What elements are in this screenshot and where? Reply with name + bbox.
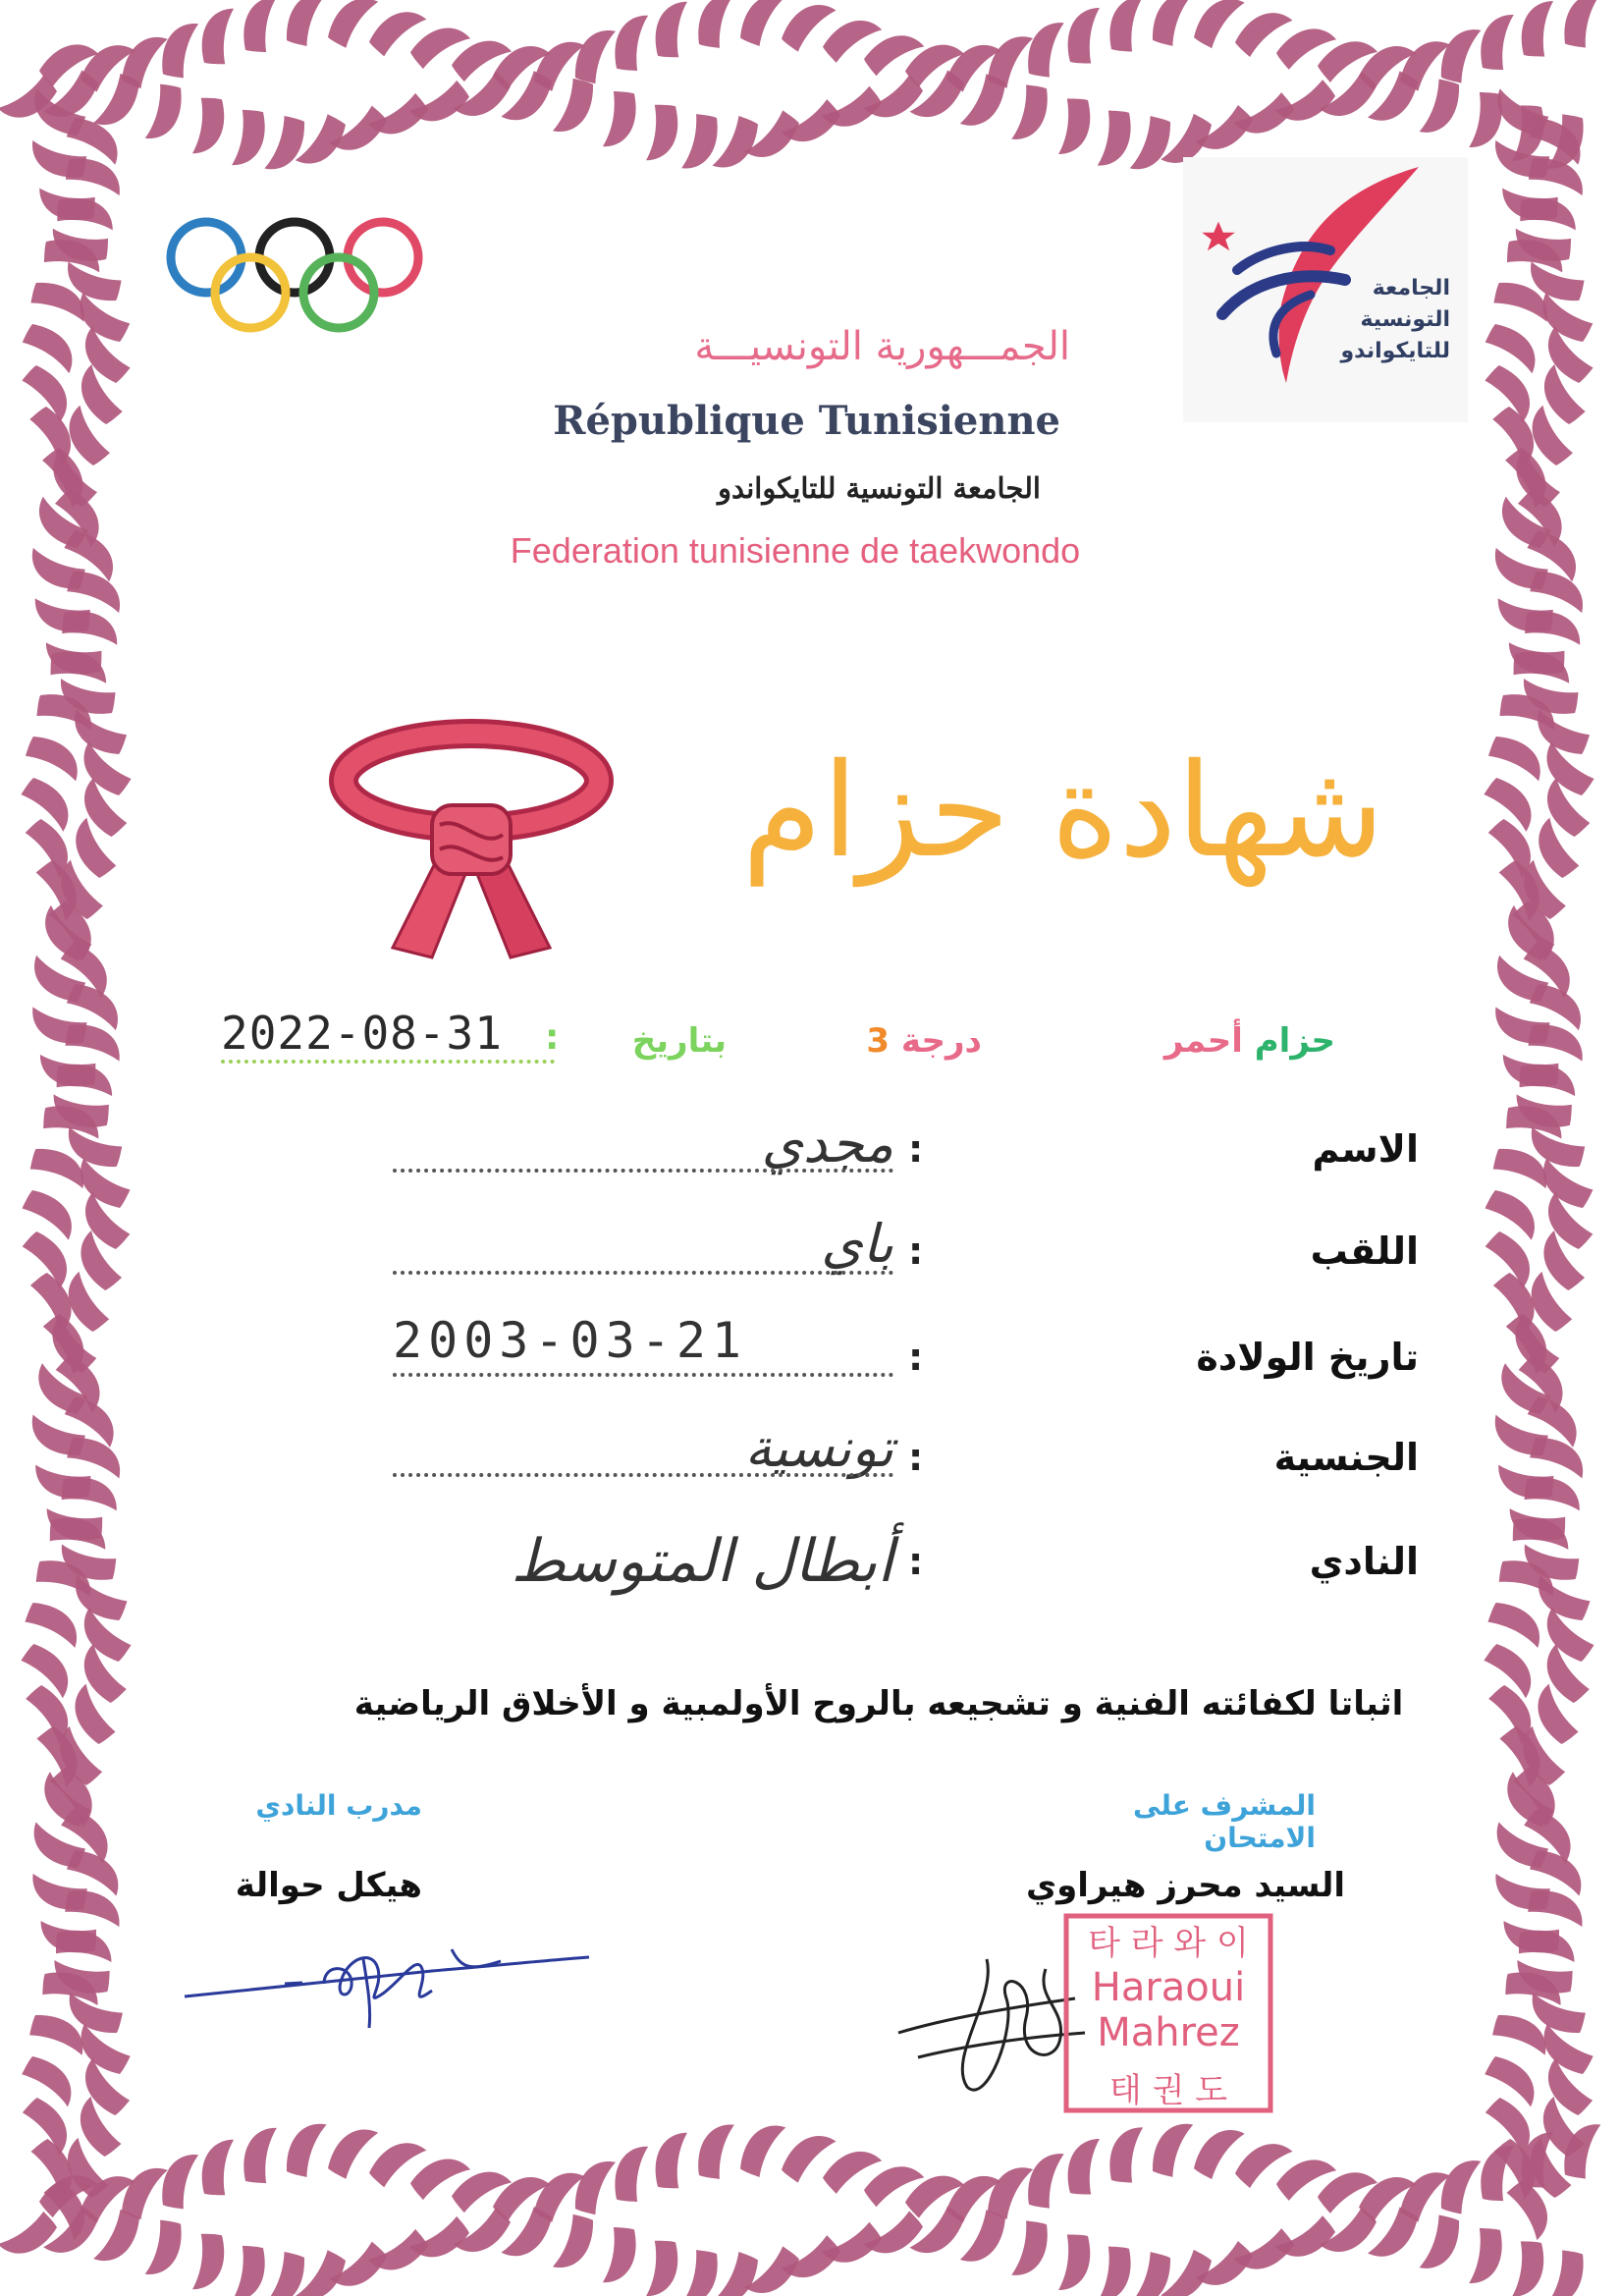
coach-signature — [177, 1910, 609, 2038]
field-colon: : — [908, 1127, 924, 1171]
coach-name: هيكل حوالة — [235, 1866, 422, 1905]
grade-value: 3 — [866, 1021, 890, 1061]
stamp-line-2: Mahrez — [1097, 2010, 1240, 2055]
field-colon: : — [908, 1336, 924, 1379]
field-label-nationality: الجنسية — [1273, 1436, 1419, 1479]
federation-arabic: الجامعة التونسية للتايكواندو — [717, 471, 1041, 505]
field-colon: : — [908, 1436, 924, 1479]
grade-line — [805, 1021, 982, 1061]
field-value-birthdate: 2003-03-21 — [393, 1312, 748, 1369]
field-value-surname: باي — [821, 1213, 893, 1275]
field-colon: : — [908, 1540, 924, 1583]
olympic-rings-logo — [157, 216, 432, 334]
stamp-line-1: Haraoui — [1091, 1965, 1246, 2010]
field-label-birthdate: تاريخ الولادة — [1196, 1336, 1419, 1379]
federation-logo-text: الجامعة التونسية للتايكواندو — [1340, 276, 1450, 363]
field-label-surname: اللقب — [1310, 1230, 1419, 1273]
dotted-line — [393, 1271, 893, 1275]
supervisor-label: المشرف على الامتحان — [1133, 1789, 1316, 1854]
dotted-line — [393, 1373, 893, 1377]
federation-french: Federation tunisienne de taekwondo — [510, 530, 1081, 571]
svg-text:타 라 와 이: 타 라 와 이 — [1088, 1924, 1249, 1963]
exam-date-handwritten: 2022-08-31 — [221, 1007, 555, 1064]
border-leaf — [1139, 2117, 1212, 2185]
border-leaf — [1503, 2179, 1549, 2241]
field-colon: : — [908, 1230, 924, 1273]
field-value-club: أبطال المتوسط — [511, 1527, 893, 1596]
date-colon: : — [545, 1017, 560, 1058]
coach-label: مدرب النادي — [255, 1789, 422, 1822]
dotted-line — [393, 1473, 893, 1477]
republic-arabic: الجمـــهورية التونسيـــة — [694, 324, 1070, 369]
belt-word: حزام — [1254, 1021, 1335, 1061]
republic-french: République Tunisienne — [553, 398, 1060, 444]
border-leaf — [272, 2117, 345, 2185]
date-label: بتاريخ — [631, 1021, 727, 1061]
field-value-nationality: تونسية — [744, 1417, 893, 1479]
supervisor-name: السيد محرز هيراوي — [1025, 1866, 1345, 1905]
dotted-line — [393, 1169, 893, 1173]
belt-color-line — [1129, 1021, 1335, 1061]
official-stamp — [1060, 1910, 1276, 2116]
svg-text:태 권 도: 태 권 도 — [1108, 2071, 1228, 2110]
field-label-club: النادي — [1309, 1540, 1419, 1583]
grade-word: درجة — [900, 1021, 982, 1061]
federation-logo — [1183, 157, 1468, 422]
certificate-title: شهادة حزام — [741, 736, 1384, 887]
red-belt-illustration — [324, 712, 619, 977]
certification-statement: اثباتا لكفائته الفنية و تشجيعه بالروح الأولمبية و الأخلاق الرياضية — [353, 1684, 1404, 1723]
field-value-name: مجدي — [761, 1113, 893, 1175]
field-label-name: الاسم — [1312, 1127, 1419, 1171]
border-leaf — [1548, 0, 1620, 56]
belt-color: أحمر — [1163, 1021, 1243, 1061]
